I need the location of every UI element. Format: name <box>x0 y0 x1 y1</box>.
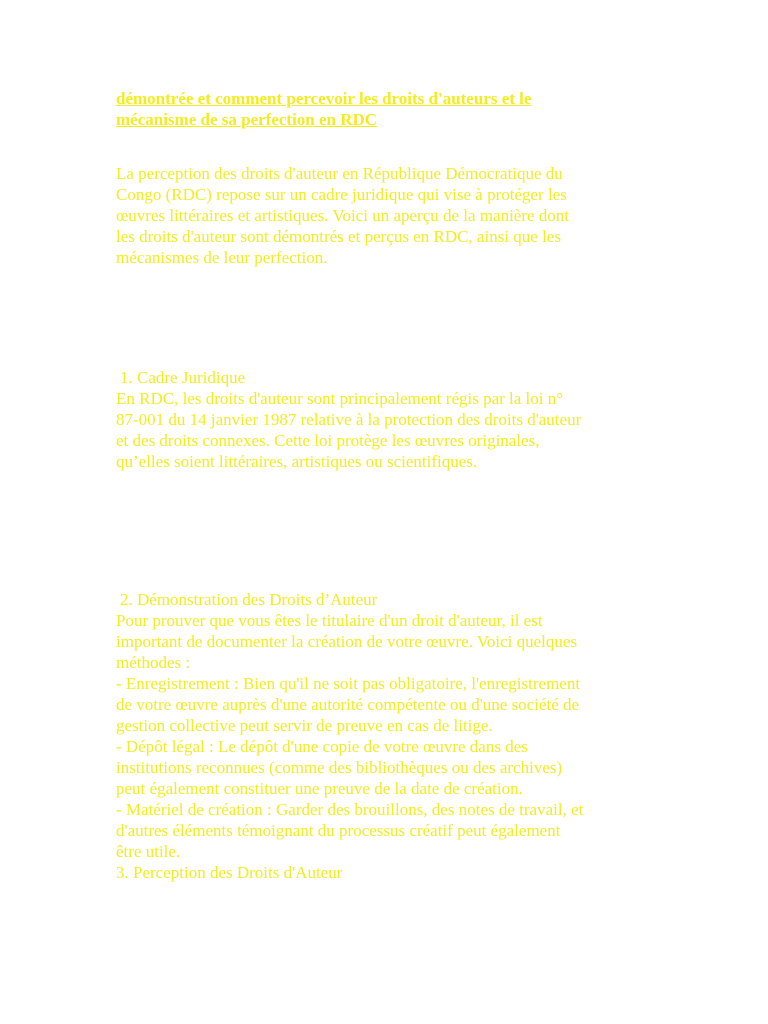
section-line: Pour prouver que vous êtes le titulaire d'un droit d'auteur, il est <box>116 611 543 630</box>
section-heading: 2. Démonstration des Droits d’Auteur <box>120 590 378 609</box>
section-cadre-juridique <box>116 367 656 472</box>
list-item-depot-legal: - Dépôt légal : Le dépôt d'une copie de votre œuvre dans des <box>116 737 528 756</box>
list-item-materiel: - Matériel de création : Garder des brouillons, des notes de travail, et <box>116 800 584 819</box>
section-line: de votre œuvre auprès d'une autorité compétente ou d'une société de <box>116 695 580 714</box>
list-item-enregistrement: - Enregistrement : Bien qu'il ne soit pas obligatoire, l'enregistrement <box>116 674 581 693</box>
intro-line: mécanismes de leur perfection. <box>116 248 328 267</box>
section-line: être utile. <box>116 842 181 861</box>
title-line: démontrée et comment percevoir les droits d'auteurs et le <box>116 89 532 108</box>
section-line: qu’elles soient littéraires, artistiques ou scientifiques. <box>116 452 478 471</box>
section-line: institutions reconnues (comme des bibliothèques ou des archives) <box>116 758 563 777</box>
intro-line: Congo (RDC) repose sur un cadre juridique qui vise à protéger les <box>116 185 567 204</box>
section-line: d'autres éléments témoignant du processus créatif peut également <box>116 821 561 840</box>
section-line: gestion collective peut servir de preuve en cas de litige. <box>116 716 493 735</box>
document-title <box>116 88 656 130</box>
section-heading-perception: 3. Perception des Droits d'Auteur <box>116 863 343 882</box>
section-heading: 1. Cadre Juridique <box>120 368 246 387</box>
title-line: mécanisme de sa perfection en RDC <box>116 110 378 129</box>
intro-line: La perception des droits d'auteur en République Démocratique du <box>116 164 563 183</box>
section-line: méthodes : <box>116 653 191 672</box>
intro-line: les droits d'auteur sont démontrés et perçus en RDC, ainsi que les <box>116 227 561 246</box>
section-line: important de documenter la création de votre œuvre. Voici quelques <box>116 632 578 651</box>
section-line: En RDC, les droits d'auteur sont principalement régis par la loi n° <box>116 389 564 408</box>
section-line: 87-001 du 14 janvier 1987 relative à la protection des droits d'auteur <box>116 410 582 429</box>
section-line: peut également constituer une preuve de la date de création. <box>116 779 523 798</box>
section-demonstration <box>116 589 656 883</box>
intro-paragraph <box>116 163 656 268</box>
section-line: et des droits connexes. Cette loi protège les œuvres originales, <box>116 431 540 450</box>
document-page <box>116 88 656 883</box>
intro-line: œuvres littéraires et artistiques. Voici un aperçu de la manière dont <box>116 206 570 225</box>
